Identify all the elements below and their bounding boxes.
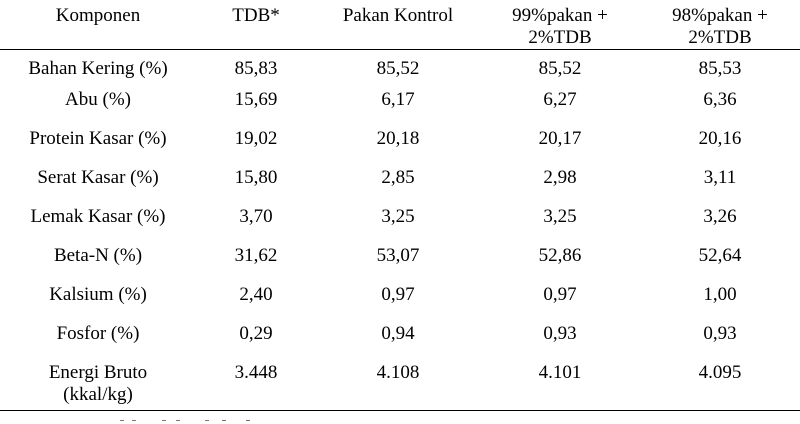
- table-cell: 20,18: [376, 128, 420, 149]
- table-row: [0, 128, 800, 167]
- table-row: [0, 284, 800, 323]
- table-row: [0, 167, 800, 206]
- table-cell: 53,07: [376, 245, 420, 266]
- header-98-pakan: 98%pakan + 2%TDB: [640, 0, 800, 50]
- table-cell: 0,93: [543, 323, 577, 344]
- table-cell: 3,11: [703, 167, 737, 188]
- table-cell: 0,97: [381, 284, 415, 305]
- table-cell: 2,40: [239, 284, 273, 305]
- row-label: Bahan Kering (%): [28, 58, 168, 79]
- table-cell: 6,27: [543, 89, 577, 110]
- table-cell: 15,80: [234, 167, 278, 188]
- table-cell: 3,26: [703, 206, 737, 227]
- table-cell: 3.448: [196, 362, 316, 411]
- table-cell: 0,94: [381, 323, 415, 344]
- header-komponen: Komponen: [0, 0, 196, 50]
- header-tdb: TDB*: [196, 0, 316, 50]
- table-cell: 6,17: [381, 89, 415, 110]
- table-row: [0, 245, 800, 284]
- table-cell: 0,97: [543, 284, 577, 305]
- header-pakan-kontrol: Pakan Kontrol: [316, 0, 480, 50]
- table-cell: 31,62: [234, 245, 278, 266]
- row-label: Energi Bruto (kkal/kg): [0, 362, 196, 411]
- table-cell: 3,25: [543, 206, 577, 227]
- table-cell: 20,16: [698, 128, 742, 149]
- row-label: Beta-N (%): [53, 245, 143, 266]
- table-cell: 52,64: [698, 245, 742, 266]
- table-row: [0, 323, 800, 362]
- row-label: Serat Kasar (%): [37, 167, 159, 188]
- header-row: [0, 0, 800, 50]
- row-label: Lemak Kasar (%): [30, 206, 166, 227]
- table-body: [0, 50, 800, 411]
- row-label: Fosfor (%): [56, 323, 140, 344]
- table-header: [0, 0, 800, 50]
- table-cell: 2,85: [381, 167, 415, 188]
- table-cell: 4.095: [640, 362, 800, 411]
- table-cell: 85,53: [698, 58, 742, 79]
- table-cell: 4.108: [316, 362, 480, 411]
- row-label: Protein Kasar (%): [29, 128, 167, 149]
- table-cell: 0,93: [703, 323, 737, 344]
- header-99-pakan: 99%pakan + 2%TDB: [480, 0, 640, 50]
- table-cell: 85,83: [234, 58, 278, 79]
- table-cell: 52,86: [538, 245, 582, 266]
- table-cell: 19,02: [234, 128, 278, 149]
- table-cell: 1,00: [703, 284, 737, 305]
- table-row: [0, 50, 800, 90]
- table-cell: 0,29: [239, 323, 273, 344]
- table-cell: 15,69: [234, 89, 278, 110]
- row-label: Kalsium (%): [49, 284, 147, 305]
- table-cell: 20,17: [538, 128, 582, 149]
- table-cell: 4.101: [480, 362, 640, 411]
- table-row: [0, 89, 800, 128]
- table-cell: 85,52: [376, 58, 420, 79]
- table-cell: 3,70: [239, 206, 273, 227]
- table-row: [0, 362, 800, 411]
- table-cell: 6,36: [703, 89, 737, 110]
- table-row: [0, 206, 800, 245]
- table-cell: 3,25: [381, 206, 415, 227]
- table-cell: 2,98: [543, 167, 577, 188]
- table-cell: 85,52: [538, 58, 582, 79]
- row-label: Abu (%): [65, 89, 131, 110]
- cropped-text-fragment: [0, 418, 800, 424]
